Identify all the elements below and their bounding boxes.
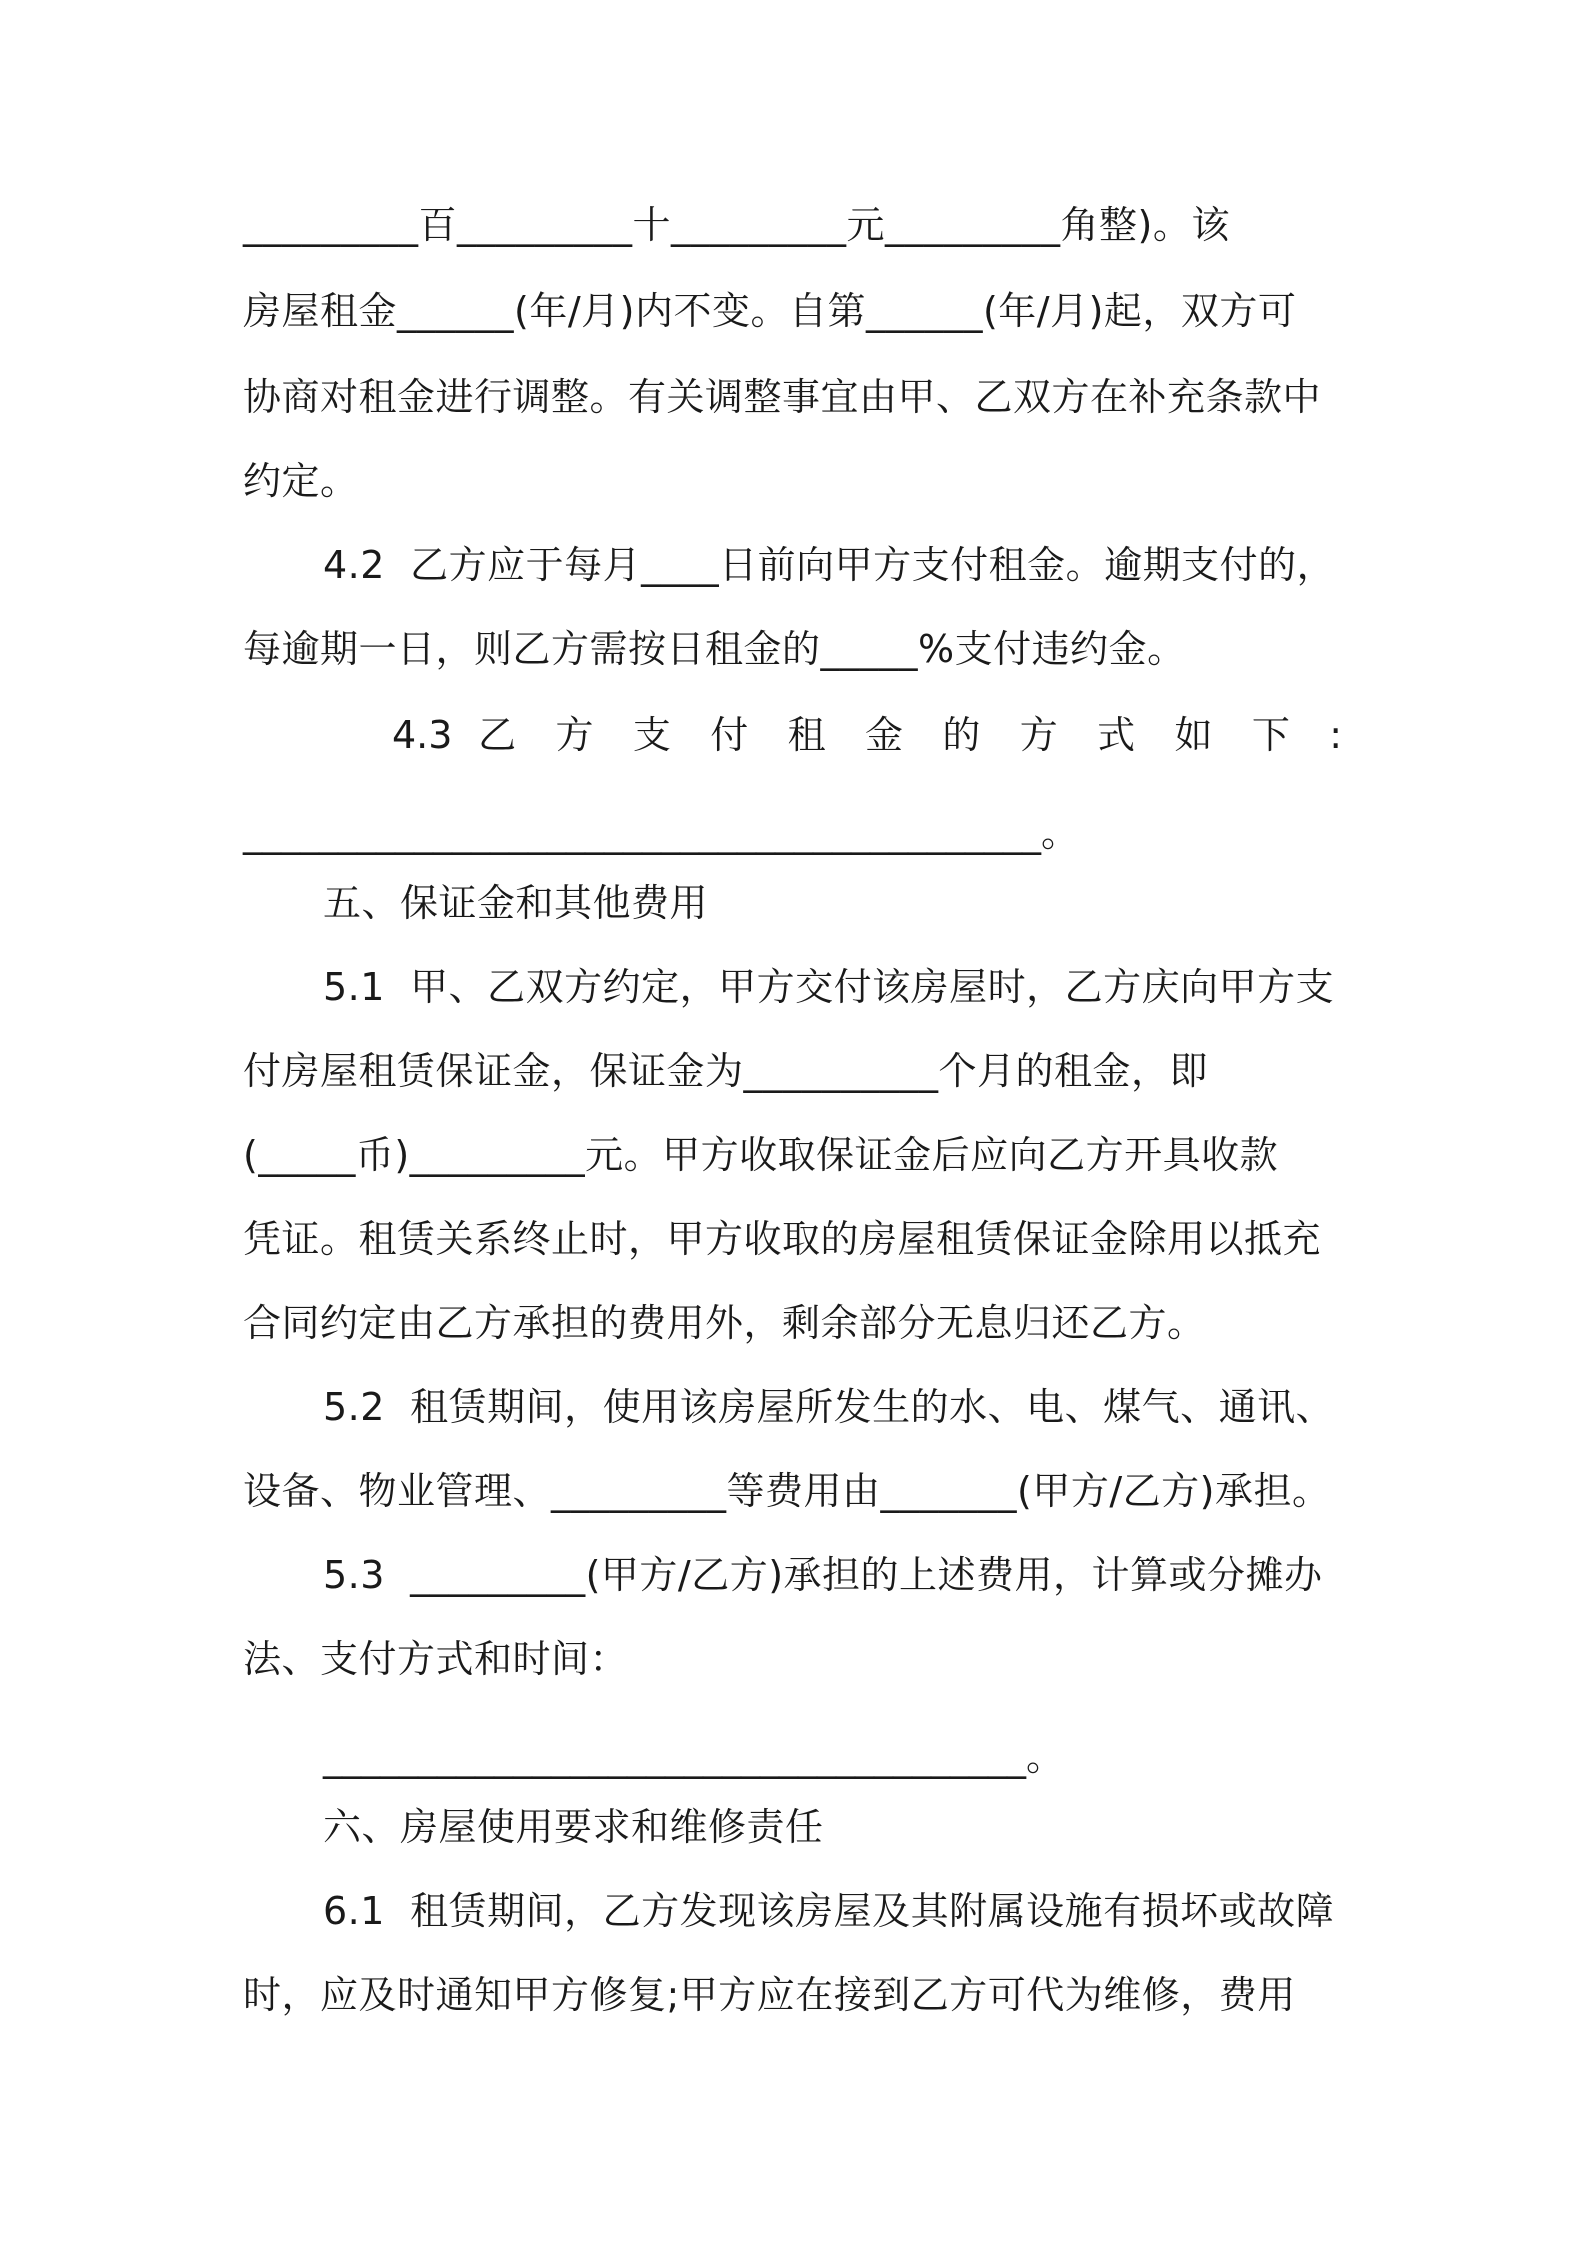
clause-5-2: 5.2 租赁期间，使用该房屋所发生的水、电、煤气、通讯、 (323, 1385, 1335, 1429)
blank-line-4-3: __________________________________________。 (243, 811, 1080, 855)
text-line-12: (_____币)_________元。甲方收取保证金后应向乙方开具收款 (243, 1133, 1279, 1177)
text-line-3: 协商对租金进行调整。有关调整事宜由甲、乙双方在补充条款中 (243, 375, 1322, 419)
text-line-16: 设备、物业管理、_________等费用由_______(甲方/乙方)承担。 (243, 1469, 1331, 1513)
text-line-14: 合同约定由乙方承担的费用外，剩余部分无息归还乙方。 (243, 1301, 1206, 1345)
clause-5-1: 5.1 甲、乙双方约定，甲方交付该房屋时，乙方庆向甲方支 (323, 965, 1335, 1009)
text-line-2: 房屋租金______(年/月)内不变。自第______(年/月)起，双方可 (243, 289, 1297, 333)
text-line-11: 付房屋租赁保证金，保证金为__________个月的租金，即 (243, 1049, 1209, 1093)
section-heading-6: 六、房屋使用要求和维修责任 (323, 1805, 824, 1849)
clause-4-3: 4.3 乙 方 支 付 租 金 的 方 式 如 下 : (392, 713, 1342, 757)
clause-5-3: 5.3 _________(甲方/乙方)承担的上述费用，计算或分摊办 (323, 1553, 1323, 1597)
text-line-13: 凭证。租赁关系终止时，甲方收取的房屋租赁保证金除用以抵充 (243, 1217, 1322, 1261)
clause-4-2: 4.2 乙方应于每月____日前向甲方支付租金。逾期支付的， (323, 543, 1336, 587)
text-line-6: 每逾期一日，则乙方需按日租金的_____%支付违约金。 (243, 627, 1186, 671)
blank-line-5-3: _____________________________________。 (323, 1735, 1065, 1779)
text-line-18: 法、支付方式和时间： (243, 1637, 629, 1681)
text-line-1: _________百_________十_________元_________角整)。该 (243, 203, 1230, 247)
section-heading-5: 五、保证金和其他费用 (323, 881, 709, 925)
text-line-4: 约定。 (243, 459, 359, 503)
text-line-22: 时，应及时通知甲方修复;甲方应在接到乙方可代为维修，费用 (243, 1973, 1296, 2017)
clause-6-1: 6.1 租赁期间，乙方发现该房屋及其附属设施有损坏或故障 (323, 1889, 1335, 1933)
